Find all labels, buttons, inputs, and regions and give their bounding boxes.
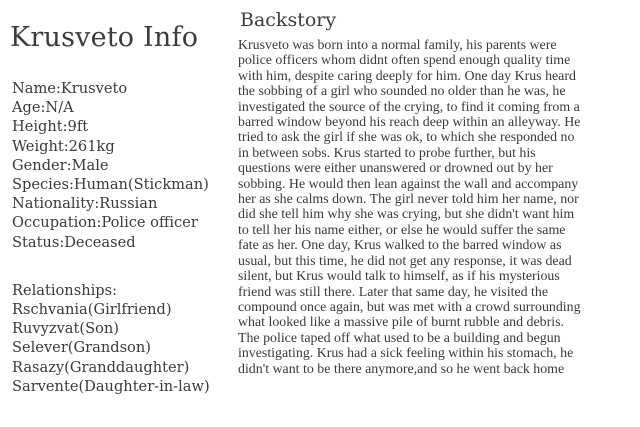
backstory-line: silent, but Krus would talk to himself, as if his mysterious <box>238 269 560 285</box>
relationship-item: Rschvania(Girlfriend) <box>12 301 172 318</box>
backstory-line: what looked like a massive pile of burnt rubble and debris. <box>238 315 564 331</box>
backstory-line: didn't want to be there anymore,and so he went back home <box>238 361 565 377</box>
backstory-line: fate as her. One day, Krus walked to the barred window as <box>238 238 562 254</box>
backstory-line: questions were either unanswered or drowned out by her <box>238 161 553 177</box>
relationships-heading: Relationships: <box>12 282 118 299</box>
info-name: Name:Krusveto <box>12 80 128 97</box>
info-occupation: Occupation:Police officer <box>12 214 198 232</box>
backstory-line: the sobbing of a girl who sounded no older than he was, he <box>238 84 566 100</box>
backstory-line: in between sobs. Krus started to probe further, but his <box>238 145 536 161</box>
info-species: Species:Human(Stickman) <box>12 176 209 194</box>
backstory-line: to tell her his name either, or else he would suffer the same <box>238 222 566 238</box>
info-height: Height:9ft <box>12 118 89 136</box>
info-status: Status:Deceased <box>12 233 136 251</box>
backstory-heading: Backstory <box>240 9 337 31</box>
page-title: Krusveto Info <box>10 22 199 53</box>
relationship-item: Sarvente(Daughter-in-law) <box>12 377 210 395</box>
backstory-line: The police taped off what used to be a building and begun <box>238 330 561 346</box>
backstory-line: did she tell him why she was crying, but she didn't want him <box>238 207 575 223</box>
backstory-line: tried to ask the girl if she was ok, to which she responded no <box>238 130 575 146</box>
info-weight: Weight:261kg <box>12 137 115 155</box>
info-nationality: Nationality:Russian <box>12 195 158 213</box>
backstory-line: usual, but this time, he did not get any response, it was dead <box>238 253 572 269</box>
backstory-line: friend was still there. Later that same day, he visited the <box>238 284 548 300</box>
backstory-line: her as she calms down. The girl never told him her name, nor <box>238 192 579 208</box>
info-gender: Gender:Male <box>12 156 109 174</box>
backstory-line: barred window beyond his reach deep within an alleyway. He <box>238 115 581 131</box>
backstory-text <box>238 38 638 377</box>
character-info-list <box>12 79 209 252</box>
backstory-line: police officers whom didnt often spend enough quality time <box>238 53 571 69</box>
backstory-line: with him, despite caring deeply for him. One day Krus heard <box>238 68 576 84</box>
relationships-list <box>12 300 210 396</box>
backstory-line: investigating. Krus had a sick feeling within his stomach, he <box>238 346 574 362</box>
backstory-line: sobbing. He would then lean against the wall and accompany <box>238 176 579 192</box>
info-age: Age:N/A <box>12 99 74 117</box>
backstory-line: compound once again, but was met with a crowd surrounding <box>238 299 581 315</box>
relationship-item: Rasazy(Granddaughter) <box>12 358 190 376</box>
relationship-item: Ruvyzvat(Son) <box>12 320 119 338</box>
backstory-line: Krusveto was born into a normal family, his parents were <box>238 38 557 53</box>
relationship-item: Selever(Grandson) <box>12 339 151 357</box>
backstory-line: investigated the source of the crying, to find it coming from a <box>238 99 580 115</box>
